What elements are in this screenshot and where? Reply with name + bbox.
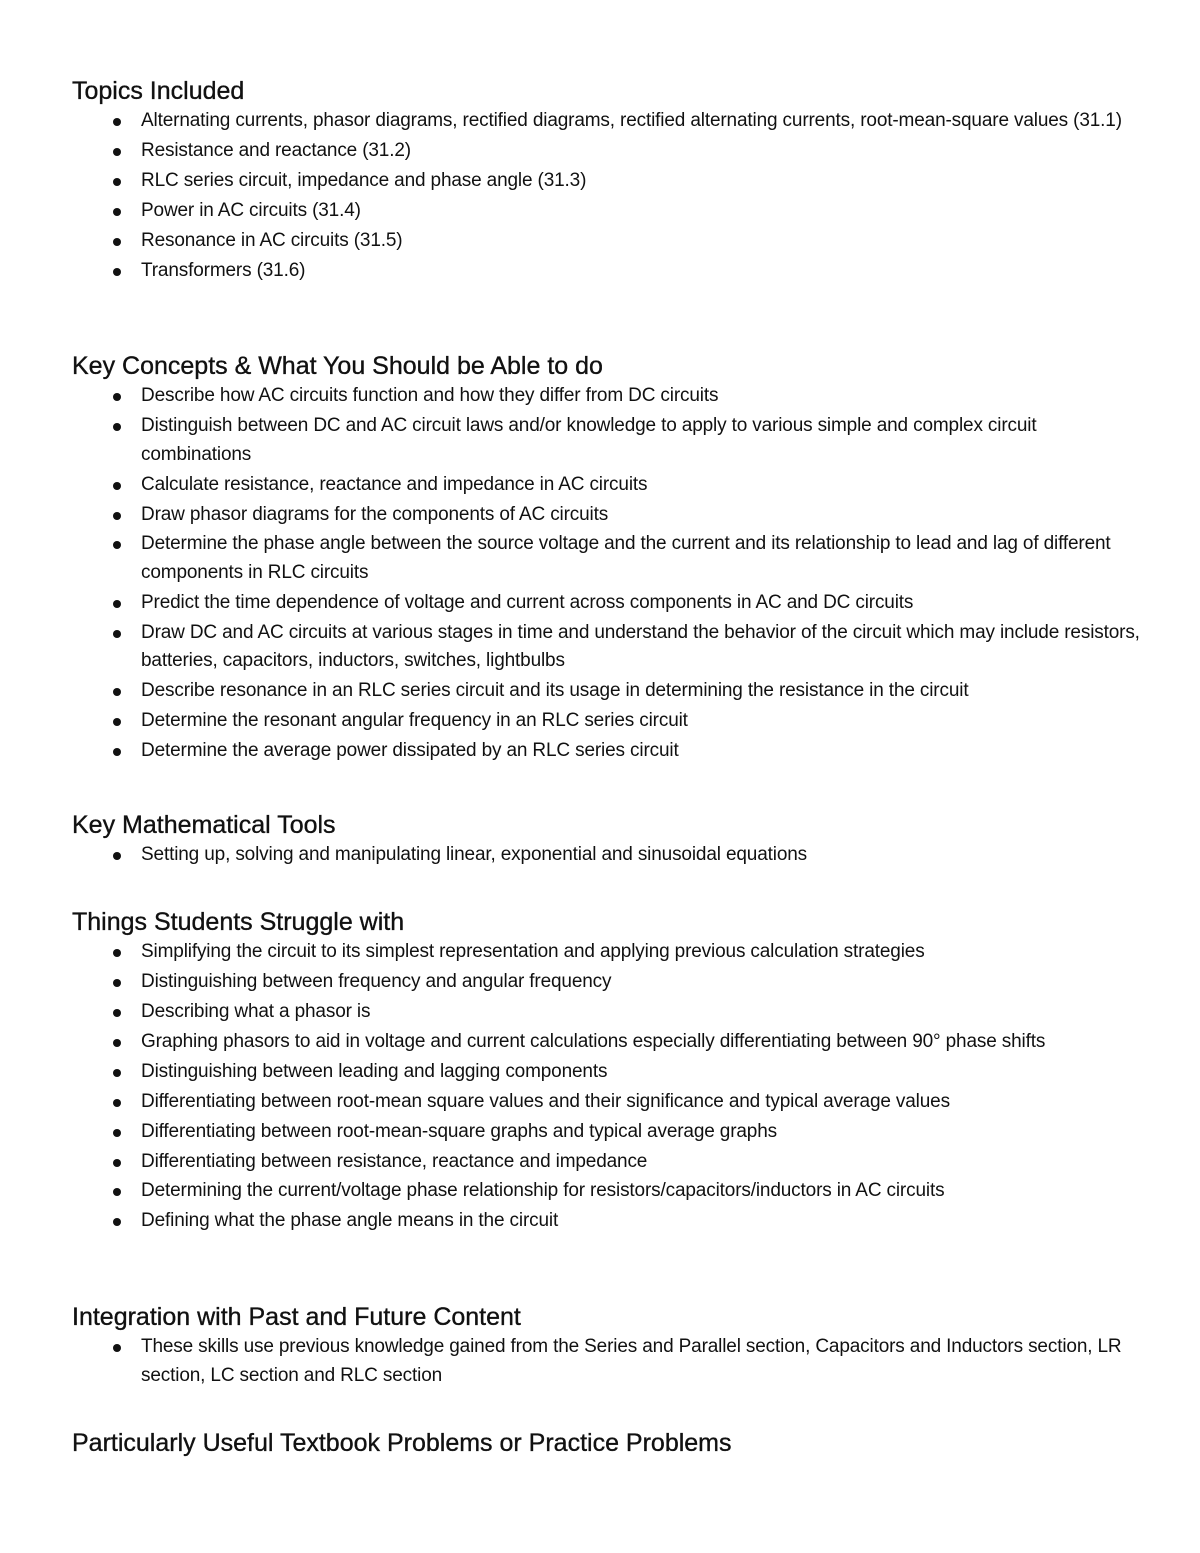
- list-item: RLC series circuit, impedance and phase angle (31.3): [72, 167, 1142, 196]
- section-practice-problems: [72, 1428, 1142, 1458]
- bullet-icon: [113, 1159, 121, 1167]
- list-item: Draw phasor diagrams for the components of AC circuits: [72, 501, 1142, 530]
- list-item: Describing what a phasor is: [72, 998, 1142, 1027]
- list-item: Predict the time dependence of voltage and current across components in AC and DC circuits: [72, 589, 1142, 618]
- bullet-icon: [113, 268, 121, 276]
- bullet-list: [72, 938, 1142, 1236]
- list-item: Describe resonance in an RLC series circuit and its usage in determining the resistance in the circuit: [72, 677, 1142, 706]
- section-heading: Key Mathematical Tools: [72, 811, 336, 839]
- bullet-icon: [113, 600, 121, 608]
- list-item: Simplifying the circuit to its simplest representation and applying previous calculation strategies: [72, 938, 1142, 967]
- bullet-icon: [113, 748, 121, 756]
- bullet-icon: [113, 949, 121, 957]
- bullet-icon: [113, 423, 121, 431]
- bullet-list: [72, 382, 1142, 765]
- section-struggles: [72, 907, 1142, 1236]
- list-item: Calculate resistance, reactance and impedance in AC circuits: [72, 471, 1142, 500]
- bullet-icon: [113, 1218, 121, 1226]
- bullet-icon: [113, 630, 121, 638]
- list-item: Power in AC circuits (31.4): [72, 197, 1142, 226]
- bullet-icon: [113, 482, 121, 490]
- list-item: Determine the resonant angular frequency in an RLC series circuit: [72, 707, 1142, 736]
- list-item: These skills use previous knowledge gained from the Series and Parallel section, Capacitors and Inductors section, LR section, LC section and RLC section: [72, 1333, 1142, 1390]
- bullet-icon: [113, 393, 121, 401]
- list-item: Differentiating between resistance, reactance and impedance: [72, 1148, 1142, 1177]
- bullet-icon: [113, 1009, 121, 1017]
- bullet-list: [72, 107, 1142, 285]
- list-item: Distinguishing between leading and lagging components: [72, 1058, 1142, 1087]
- bullet-icon: [113, 718, 121, 726]
- bullet-icon: [113, 238, 121, 246]
- section-topics-included: [72, 76, 1142, 285]
- section-key-concepts: [72, 351, 1142, 766]
- bullet-icon: [113, 1099, 121, 1107]
- list-item: Determining the current/voltage phase relationship for resistors/capacitors/inductors in AC circuits: [72, 1177, 1142, 1206]
- list-item: Differentiating between root-mean square values and their significance and typical average values: [72, 1088, 1142, 1117]
- bullet-icon: [113, 688, 121, 696]
- bullet-icon: [113, 979, 121, 987]
- list-item: Describe how AC circuits function and how they differ from DC circuits: [72, 382, 1142, 411]
- bullet-icon: [113, 512, 121, 520]
- bullet-icon: [113, 1344, 121, 1352]
- list-item: Resonance in AC circuits (31.5): [72, 227, 1142, 256]
- bullet-list: [72, 841, 1142, 870]
- bullet-icon: [113, 1188, 121, 1196]
- list-item: Transformers (31.6): [72, 257, 1142, 286]
- bullet-icon: [113, 148, 121, 156]
- bullet-icon: [113, 852, 121, 860]
- section-heading: Particularly Useful Textbook Problems or Practice Problems: [72, 1429, 732, 1457]
- bullet-icon: [113, 1129, 121, 1137]
- bullet-icon: [113, 541, 121, 549]
- list-item: Alternating currents, phasor diagrams, rectified diagrams, rectified alternating currents, root-mean-square values (31.1): [72, 107, 1142, 136]
- section-integration: [72, 1302, 1142, 1390]
- list-item: Setting up, solving and manipulating linear, exponential and sinusoidal equations: [72, 841, 1142, 870]
- list-item: Determine the average power dissipated by an RLC series circuit: [72, 737, 1142, 766]
- bullet-icon: [113, 1039, 121, 1047]
- section-heading: Things Students Struggle with: [72, 908, 405, 936]
- list-item: Draw DC and AC circuits at various stages in time and understand the behavior of the circuit which may include resistors, batteries, capacitors, inductors, switches, lightbulbs: [72, 619, 1142, 676]
- list-item: Distinguishing between frequency and angular frequency: [72, 968, 1142, 997]
- bullet-list: [72, 1333, 1142, 1390]
- section-math-tools: [72, 810, 1142, 870]
- list-item: Graphing phasors to aid in voltage and current calculations especially differentiating between 90° phase shifts: [72, 1028, 1142, 1057]
- list-item: Defining what the phase angle means in the circuit: [72, 1207, 1142, 1236]
- list-item: Resistance and reactance (31.2): [72, 137, 1142, 166]
- list-item: Distinguish between DC and AC circuit laws and/or knowledge to apply to various simple and complex circuit combinations: [72, 412, 1142, 469]
- list-item: Determine the phase angle between the source voltage and the current and its relationship to lead and lag of different components in RLC circuits: [72, 530, 1142, 587]
- section-heading: Integration with Past and Future Content: [72, 1303, 521, 1331]
- list-item: Differentiating between root-mean-square graphs and typical average graphs: [72, 1118, 1142, 1147]
- section-heading: Key Concepts & What You Should be Able to do: [72, 352, 603, 380]
- section-heading: Topics Included: [72, 77, 245, 105]
- bullet-icon: [113, 178, 121, 186]
- bullet-icon: [113, 208, 121, 216]
- bullet-icon: [113, 1069, 121, 1077]
- bullet-icon: [113, 118, 121, 126]
